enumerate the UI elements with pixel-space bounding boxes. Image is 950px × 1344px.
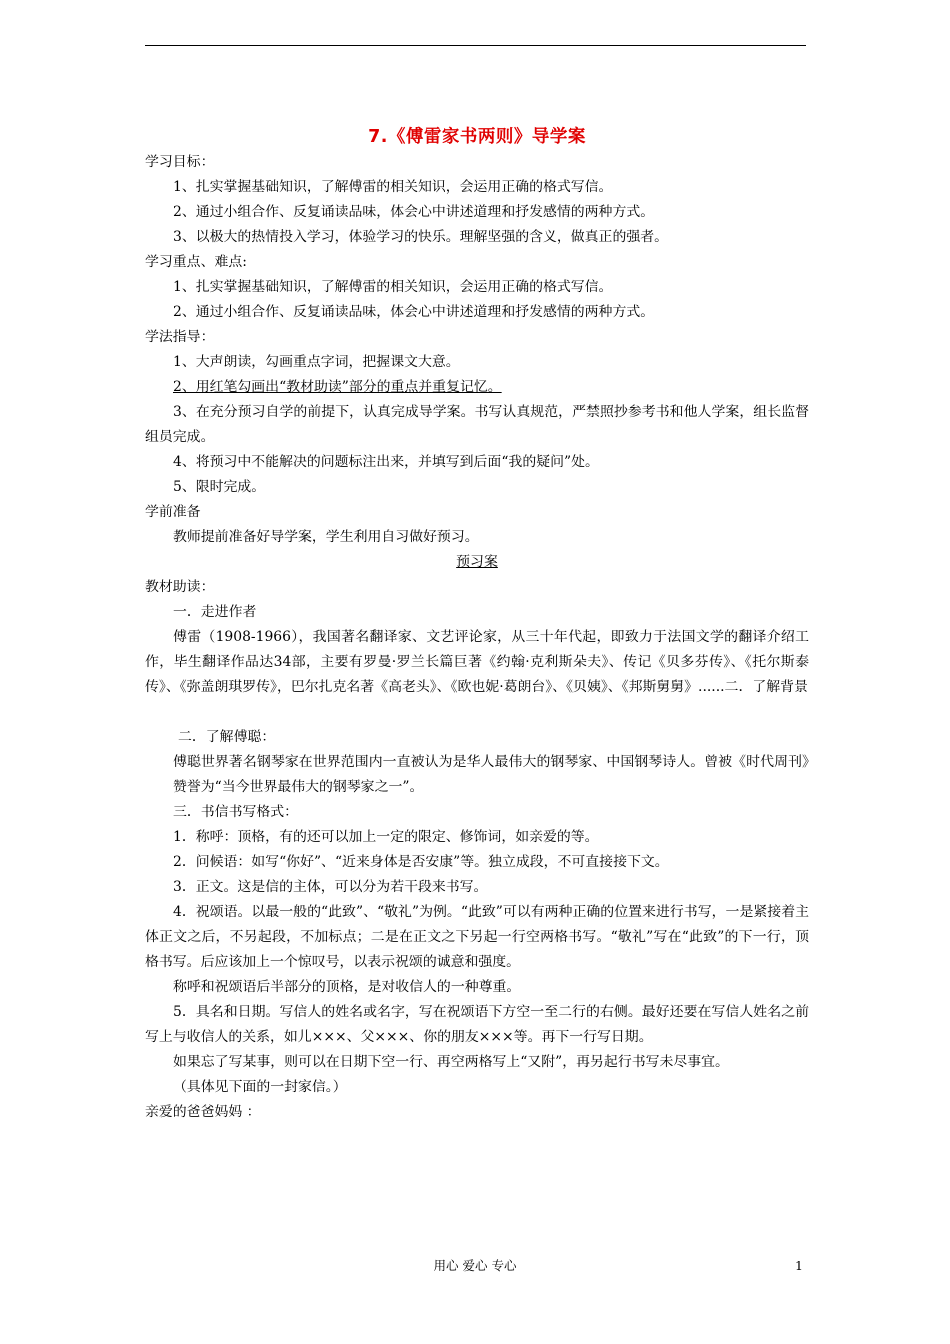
document-body bbox=[145, 124, 809, 1125]
objective-item-2: 2、通过小组合作、反复诵读品味，体会心中讲述道理和抒发感情的两种方式。 bbox=[173, 204, 655, 220]
method-item-4: 4、将预习中不能解决的问题标注出来，并填写到后面“我的疑问”处。 bbox=[173, 454, 599, 470]
method-item-2 bbox=[145, 375, 809, 400]
blank-gap bbox=[145, 700, 809, 725]
section3-heading: 三．书信书写格式： bbox=[173, 804, 299, 820]
key-points-heading: 学习重点、难点: bbox=[145, 254, 247, 270]
format-item-3: 3．正文。这是信的主体，可以分为若干段来书写。 bbox=[173, 879, 488, 895]
material-heading: 教材助读： bbox=[145, 579, 215, 595]
key-point-item-2: 2、通过小组合作、反复诵读品味，体会心中讲述道理和抒发感情的两种方式。 bbox=[173, 304, 655, 320]
letter-greeting: 亲爱的爸爸妈妈 ： bbox=[145, 1104, 261, 1120]
header-rule bbox=[145, 45, 806, 46]
format-item-5: 5．具名和日期。写信人的姓名或名字，写在祝颂语下方空一至二行的右侧。最好还要在写信人姓名之前写上与收信人的关系，如儿×××、父×××、你的朋友×××等。再下一行写日期。 bbox=[145, 1004, 809, 1045]
preview-section-label bbox=[145, 550, 809, 575]
preview-label-text: 预习案 bbox=[456, 554, 498, 570]
method-item-3: 3、在充分预习自学的前提下，认真完成导学案。书写认真规范，严禁照抄参考书和他人学案，组长监督组员完成。 bbox=[145, 404, 809, 445]
section1-text: 傅雷（1908-1966），我国著名翻译家、文艺评论家，从三十年代起，即致力于法国文学的翻译介绍工作，毕生翻译作品达34部，主要有罗曼·罗兰长篇巨著《约翰·克利斯朵夫》、传记《贝多芬传》、《托尔斯泰传》、《弥盖朗琪罗传》，巴尔扎克名著《高老头》、《欧也妮·葛朗台》、《贝姨》、《邦斯舅舅》......二．了解背景 bbox=[145, 629, 809, 695]
prep-text: 教师提前准备好导学案，学生利用自习做好预习。 bbox=[173, 529, 479, 545]
format-item-1: 1．称呼：顶格，有的还可以加上一定的限定、修饰词，如亲爱的等。 bbox=[173, 829, 599, 845]
section1-heading: 一．走进作者 bbox=[173, 604, 257, 620]
objective-item-1: 1、扎实掌握基础知识，了解傅雷的相关知识，会运用正确的格式写信。 bbox=[173, 179, 613, 195]
format-item-4: 4．祝颂语。以最一般的“此致”、“敬礼”为例。“此致”可以有两种正确的位置来进行书写，一是紧接着主体正文之后，不另起段，不加标点；二是在正文之下另起一行空两格书写。“敬礼”写在“此致”的下一行，顶格书写。后应该加上一个惊叹号，以表示祝颂的诚意和强度。 bbox=[145, 904, 809, 970]
section2-heading: 二．了解傅聪： bbox=[178, 729, 276, 745]
format-item-2: 2．问候语：如写“你好”、“近来身体是否安康”等。独立成段，不可直接接下文。 bbox=[173, 854, 669, 870]
document-title: 7.《傅雷家书两则》导学案 bbox=[368, 127, 586, 147]
prep-heading: 学前准备 bbox=[145, 504, 201, 520]
key-point-item-1: 1、扎实掌握基础知识，了解傅雷的相关知识，会运用正确的格式写信。 bbox=[173, 279, 613, 295]
section2-text: 傅聪世界著名钢琴家在世界范围内一直被认为是华人最伟大的钢琴家、中国钢琴诗人。曾被《时代周刊》赞誉为“当今世界最伟大的钢琴家之一”。 bbox=[173, 754, 809, 795]
format-note-respect: 称呼和祝颂语后半部分的顶格，是对收信人的一种尊重。 bbox=[173, 979, 521, 995]
footer-motto: 用心 爱心 专心 bbox=[433, 1258, 517, 1273]
format-note-example: （具体见下面的一封家信。） bbox=[173, 1079, 347, 1095]
method-heading: 学法指导： bbox=[145, 329, 215, 345]
method-item-5: 5、限时完成。 bbox=[173, 479, 266, 495]
page-number: 1 bbox=[795, 1258, 803, 1273]
objectives-heading: 学习目标： bbox=[145, 154, 215, 170]
objective-item-3: 3、以极大的热情投入学习，体验学习的快乐。理解坚强的含义，做真正的强者。 bbox=[173, 229, 669, 245]
format-note-postscript: 如果忘了写某事，则可以在日期下空一行、再空两格写上“又附”，再另起行书写未尽事宜。 bbox=[173, 1054, 729, 1070]
method-item-1: 1、大声朗读，勾画重点字词，把握课文大意。 bbox=[173, 354, 460, 370]
method-item-2-underlined: 2、用红笔勾画出“教材助读”部分的重点并重复记忆。 bbox=[173, 379, 502, 395]
